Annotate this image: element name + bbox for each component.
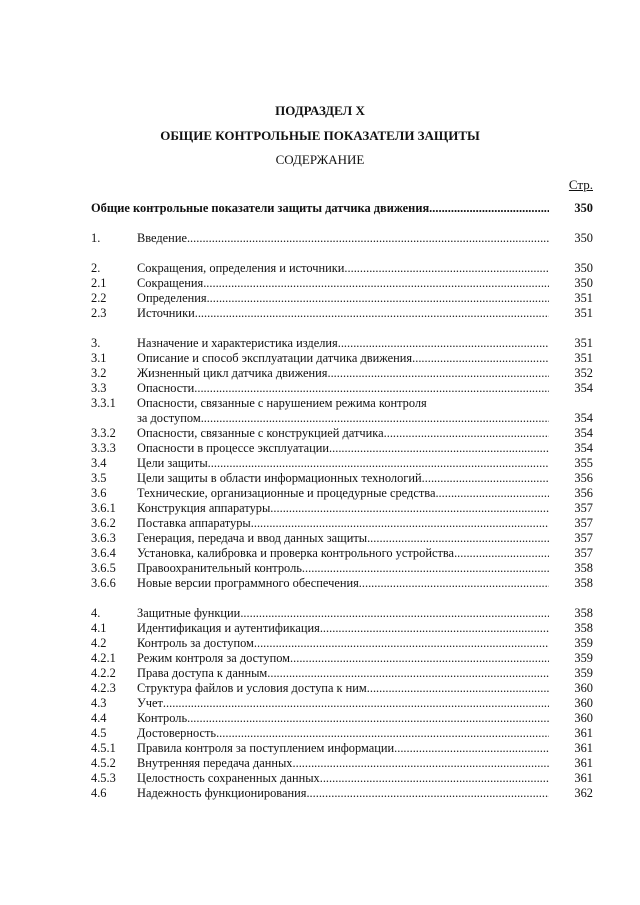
dot-leader [302,561,549,576]
dot-leader [293,756,550,771]
dot-leader [240,606,549,621]
toc-entry-page: 357 [574,546,593,560]
toc-entry-number: 2.1 [91,276,107,290]
toc-entry-title: Опасности, связанные с нарушением режима контроля [137,396,427,410]
toc-entry [91,546,593,561]
toc-entry-page: 360 [574,711,593,725]
toc-entry-number: 2.2 [91,291,107,305]
toc-entry-title: Описание и способ эксплуатации датчика движения [137,351,413,365]
toc-entry [91,561,593,576]
dot-leader [203,276,549,291]
toc-entry [91,381,593,396]
dot-leader [254,636,549,651]
toc-entry-page: 359 [574,666,593,680]
page-column-label: Стр. [568,177,593,192]
toc-entry [91,291,593,306]
dot-leader [290,651,549,666]
dot-leader [270,501,549,516]
toc-entry-title: Структура файлов и условия доступа к ним [137,681,367,695]
toc-entry-number: 2. [91,261,101,275]
toc-entry-number: 3.6 [91,486,107,500]
toc-entry [91,486,593,501]
toc-entry-title: Учет [137,696,163,710]
toc-entry-title: Достоверность [137,726,217,740]
dot-leader [201,411,549,426]
toc-entry-number: 3.6.1 [91,501,116,515]
toc-entry-page: 359 [574,651,593,665]
toc-entry-title: Введение [137,231,187,245]
dot-leader [422,471,549,486]
dot-leader [394,741,549,756]
toc-entry-title: Опасности [137,381,195,395]
toc-entry-number: 3.6.5 [91,561,116,575]
toc-entry-page: 360 [574,696,593,710]
toc-entry [91,681,593,696]
toc-entry-page: 358 [574,606,593,620]
contents-heading: СОДЕРЖАНИЕ [275,152,365,167]
toc-entry [91,711,593,726]
toc-entry-page: 351 [574,306,593,320]
toc-entry-number: 1. [91,231,101,245]
toc-entry-page: 357 [574,516,593,530]
dot-leader [338,336,549,351]
toc-entry-title: Опасности, связанные с конструкцией датчика [137,426,384,440]
dot-leader [207,291,549,306]
toc-entry-number: 3.3.3 [91,441,116,455]
toc-entry-page: 358 [574,561,593,575]
toc-entry-number: 3. [91,336,101,350]
toc-entry-number: 3.3 [91,381,107,395]
dot-leader [344,261,549,276]
dot-leader [216,726,549,741]
toc-entry-page: 361 [574,726,593,740]
toc-entry-number: 4.2.1 [91,651,116,665]
toc-entry-page: 361 [574,771,593,785]
toc-entry-page: 361 [574,741,593,755]
toc-main-page: 350 [574,201,593,215]
toc-entry-title: Правила контроля за поступлением информации [137,741,395,755]
dot-leader [359,576,549,591]
toc-entry [91,666,593,681]
dot-leader [329,441,549,456]
toc-entry [91,351,593,366]
dot-leader [435,486,549,501]
toc-entry-page: 358 [574,576,593,590]
toc-entry [91,306,593,321]
dot-leader [454,546,549,561]
toc-entry-number: 3.6.3 [91,531,116,545]
dot-leader [208,456,549,471]
toc-entry [91,771,593,786]
toc-entry-title: за доступом [137,411,201,425]
toc-entry [91,276,593,291]
dot-leader [267,666,549,681]
toc-entry [91,396,593,411]
toc-entry [91,456,593,471]
toc-entry-page: 354 [574,411,593,425]
toc-entry-title: Контроль за доступом [137,636,254,650]
toc-entry-page: 357 [574,531,593,545]
toc-entry-page: 359 [574,636,593,650]
toc-entry [91,696,593,711]
toc-entry-page: 357 [574,501,593,515]
toc-entry-page: 356 [574,486,593,500]
toc-entry [91,636,593,651]
table-of-contents [91,201,593,801]
toc-entry-title: Правоохранительный контроль [137,561,302,575]
toc-entry-title: Назначение и характеристика изделия [137,336,338,350]
toc-entry-number: 4.3 [91,696,107,710]
toc-entry-number: 4.2 [91,636,107,650]
toc-entry [91,531,593,546]
toc-entry-number: 4.5.2 [91,756,116,770]
toc-entry [91,336,593,351]
toc-entry-number: 4.1 [91,621,107,635]
dot-leader [195,306,549,321]
toc-entry-number: 4.5.3 [91,771,116,785]
dot-leader [327,366,549,381]
toc-entry-number: 4.2.3 [91,681,116,695]
dot-leader [306,786,549,801]
dot-leader [251,516,549,531]
toc-entry-title: Определения [137,291,207,305]
dot-leader [163,696,549,711]
toc-entry-title: Идентификация и аутентификация [137,621,320,635]
toc-entry [91,261,593,276]
toc-entry-page: 351 [574,336,593,350]
toc-entry-number: 3.6.4 [91,546,116,560]
toc-entry [91,516,593,531]
toc-entry-page: 354 [574,426,593,440]
toc-entry-number: 3.4 [91,456,107,470]
toc-entry-number: 3.2 [91,366,107,380]
toc-entry [91,411,593,426]
dot-leader [320,771,549,786]
toc-entry-page: 351 [574,291,593,305]
toc-entry-title: Конструкция аппаратуры [137,501,271,515]
toc-entry [91,621,593,636]
dot-leader [187,711,549,726]
dot-leader [429,201,549,216]
toc-entry-title: Новые версии программного обеспечения [137,576,359,590]
toc-entry-number: 4.5.1 [91,741,116,755]
toc-entry-number: 4. [91,606,101,620]
toc-entry-page: 354 [574,381,593,395]
dot-leader [367,681,549,696]
toc-entry-title: Поставка аппаратуры [137,516,251,530]
toc-entry [91,741,593,756]
subsection-heading: ПОДРАЗДЕЛ X [275,103,365,118]
toc-entry [91,786,593,801]
toc-entry [91,576,593,591]
toc-entry-title: Контроль [137,711,188,725]
dot-leader [187,231,549,246]
toc-entry-title: Источники [137,306,195,320]
toc-entry-number: 3.1 [91,351,107,365]
toc-entry-title: Надежность функционирования [137,786,307,800]
toc-entry [91,471,593,486]
toc-entry [91,606,593,621]
toc-entry-page: 350 [574,231,593,245]
dot-leader [194,381,549,396]
toc-entry-number: 3.3.2 [91,426,116,440]
toc-entry-title: Сокращения [137,276,204,290]
toc-entry-title: Внутренняя передача данных [137,756,293,770]
toc-entry-title: Целостность сохраненных данных [137,771,320,785]
toc-entry-page: 350 [574,261,593,275]
toc-entry-page: 354 [574,441,593,455]
toc-entry-page: 360 [574,681,593,695]
toc-entry [91,726,593,741]
toc-entry-number: 3.5 [91,471,107,485]
toc-entry [91,426,593,441]
page-title: ОБЩИЕ КОНТРОЛЬНЫЕ ПОКАЗАТЕЛИ ЗАЩИТЫ [160,128,480,143]
toc-entry [91,651,593,666]
toc-entry-number: 4.5 [91,726,107,740]
toc-entry-title: Сокращения, определения и источники [137,261,345,275]
toc-entry-number: 3.6.2 [91,516,116,530]
toc-entry [91,366,593,381]
toc-entry-page: 350 [574,276,593,290]
toc-entry-title: Режим контроля за доступом [137,651,291,665]
toc-entry-number: 4.2.2 [91,666,116,680]
toc-entry-number: 4.4 [91,711,107,725]
toc-entry-title: Жизненный цикл датчика движения [137,366,328,380]
toc-entry-page: 355 [574,456,593,470]
toc-entry-title: Технические, организационные и процедурные средства [137,486,436,500]
toc-entry-page: 361 [574,756,593,770]
toc-main-entry [91,201,593,216]
toc-entry-number: 2.3 [91,306,107,320]
toc-entry-title: Установка, калибровка и проверка контрольного устройства [137,546,455,560]
toc-entry-page: 352 [574,366,593,380]
toc-entry [91,756,593,771]
toc-entry [91,231,593,246]
dot-leader [320,621,549,636]
dot-leader [412,351,549,366]
toc-entry-number: 3.3.1 [91,396,116,410]
dot-leader [367,531,549,546]
toc-entry-page: 351 [574,351,593,365]
toc-entry-title: Защитные функции [137,606,241,620]
dot-leader [384,426,549,441]
toc-entry [91,501,593,516]
toc-entry-number: 3.6.6 [91,576,116,590]
toc-entry-title: Права доступа к данным [137,666,268,680]
toc-entry-number: 4.6 [91,786,107,800]
toc-entry-title: Цели защиты [137,456,208,470]
toc-entry-title: Цели защиты в области информационных технологий [137,471,422,485]
toc-entry-title: Генерация, передача и ввод данных защиты [137,531,368,545]
toc-entry-page: 356 [574,471,593,485]
toc-entry [91,441,593,456]
toc-entry-title: Опасности в процессе эксплуатации [137,441,330,455]
toc-entry-page: 358 [574,621,593,635]
toc-entry-page: 362 [574,786,593,800]
toc-main-title: Общие контрольные показатели защиты датчика движения [91,201,430,215]
